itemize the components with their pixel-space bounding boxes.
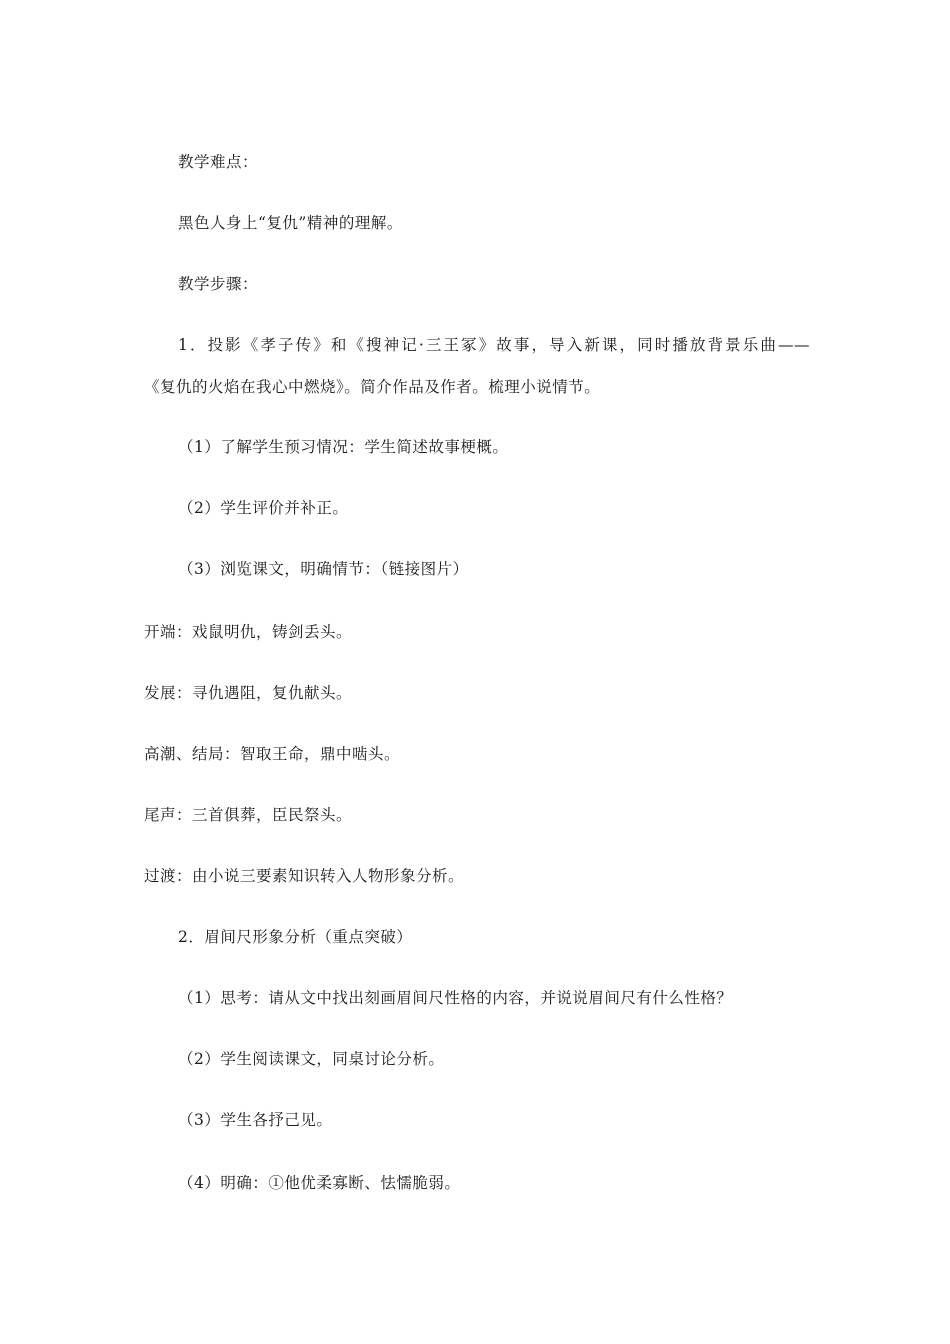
plot-development: 发展：寻仇遇阻，复仇献头。	[144, 684, 353, 702]
transition-line: 过渡：由小说三要素知识转入人物形象分析。	[144, 867, 465, 885]
substep-2-3: （3）学生各抒己见。	[178, 1111, 333, 1129]
heading-teaching-difficulty: 教学难点：	[178, 153, 259, 171]
substep-2-1: （1）思考：请从文中找出刻画眉间尺性格的内容，并说说眉间尺有什么性格？	[178, 989, 733, 1007]
step-2-heading: 2．眉间尺形象分析（重点突破）	[178, 928, 413, 946]
substep-2-4: （4）明确：①他优柔寡断、怯懦脆弱。	[178, 1174, 461, 1192]
plot-beginning: 开端：戏鼠明仇，铸剑丢头。	[144, 623, 353, 641]
plot-epilogue: 尾声：三首俱葬，臣民祭头。	[144, 806, 353, 824]
substep-1-1: （1）了解学生预习情况：学生简述故事梗概。	[178, 438, 509, 456]
step-1-line-1: 1．投影《孝子传》和《搜神记·三王冢》故事，导入新课，同时播放背景乐曲——	[178, 336, 810, 354]
substep-2-2: （2）学生阅读课文，同桌讨论分析。	[178, 1050, 445, 1068]
paragraph-difficulty-content: 黑色人身上“复仇”精神的理解。	[178, 214, 403, 232]
substep-1-3: （3）浏览课文，明确情节：（链接图片）	[178, 560, 469, 578]
plot-climax: 高潮、结局：智取王命，鼎中啮头。	[144, 745, 401, 763]
heading-teaching-steps: 教学步骤：	[178, 275, 259, 293]
substep-1-2: （2）学生评价并补正。	[178, 499, 349, 517]
step-1-line-2: 《复仇的火焰在我心中燃烧》。简介作品及作者。梳理小说情节。	[144, 378, 601, 396]
